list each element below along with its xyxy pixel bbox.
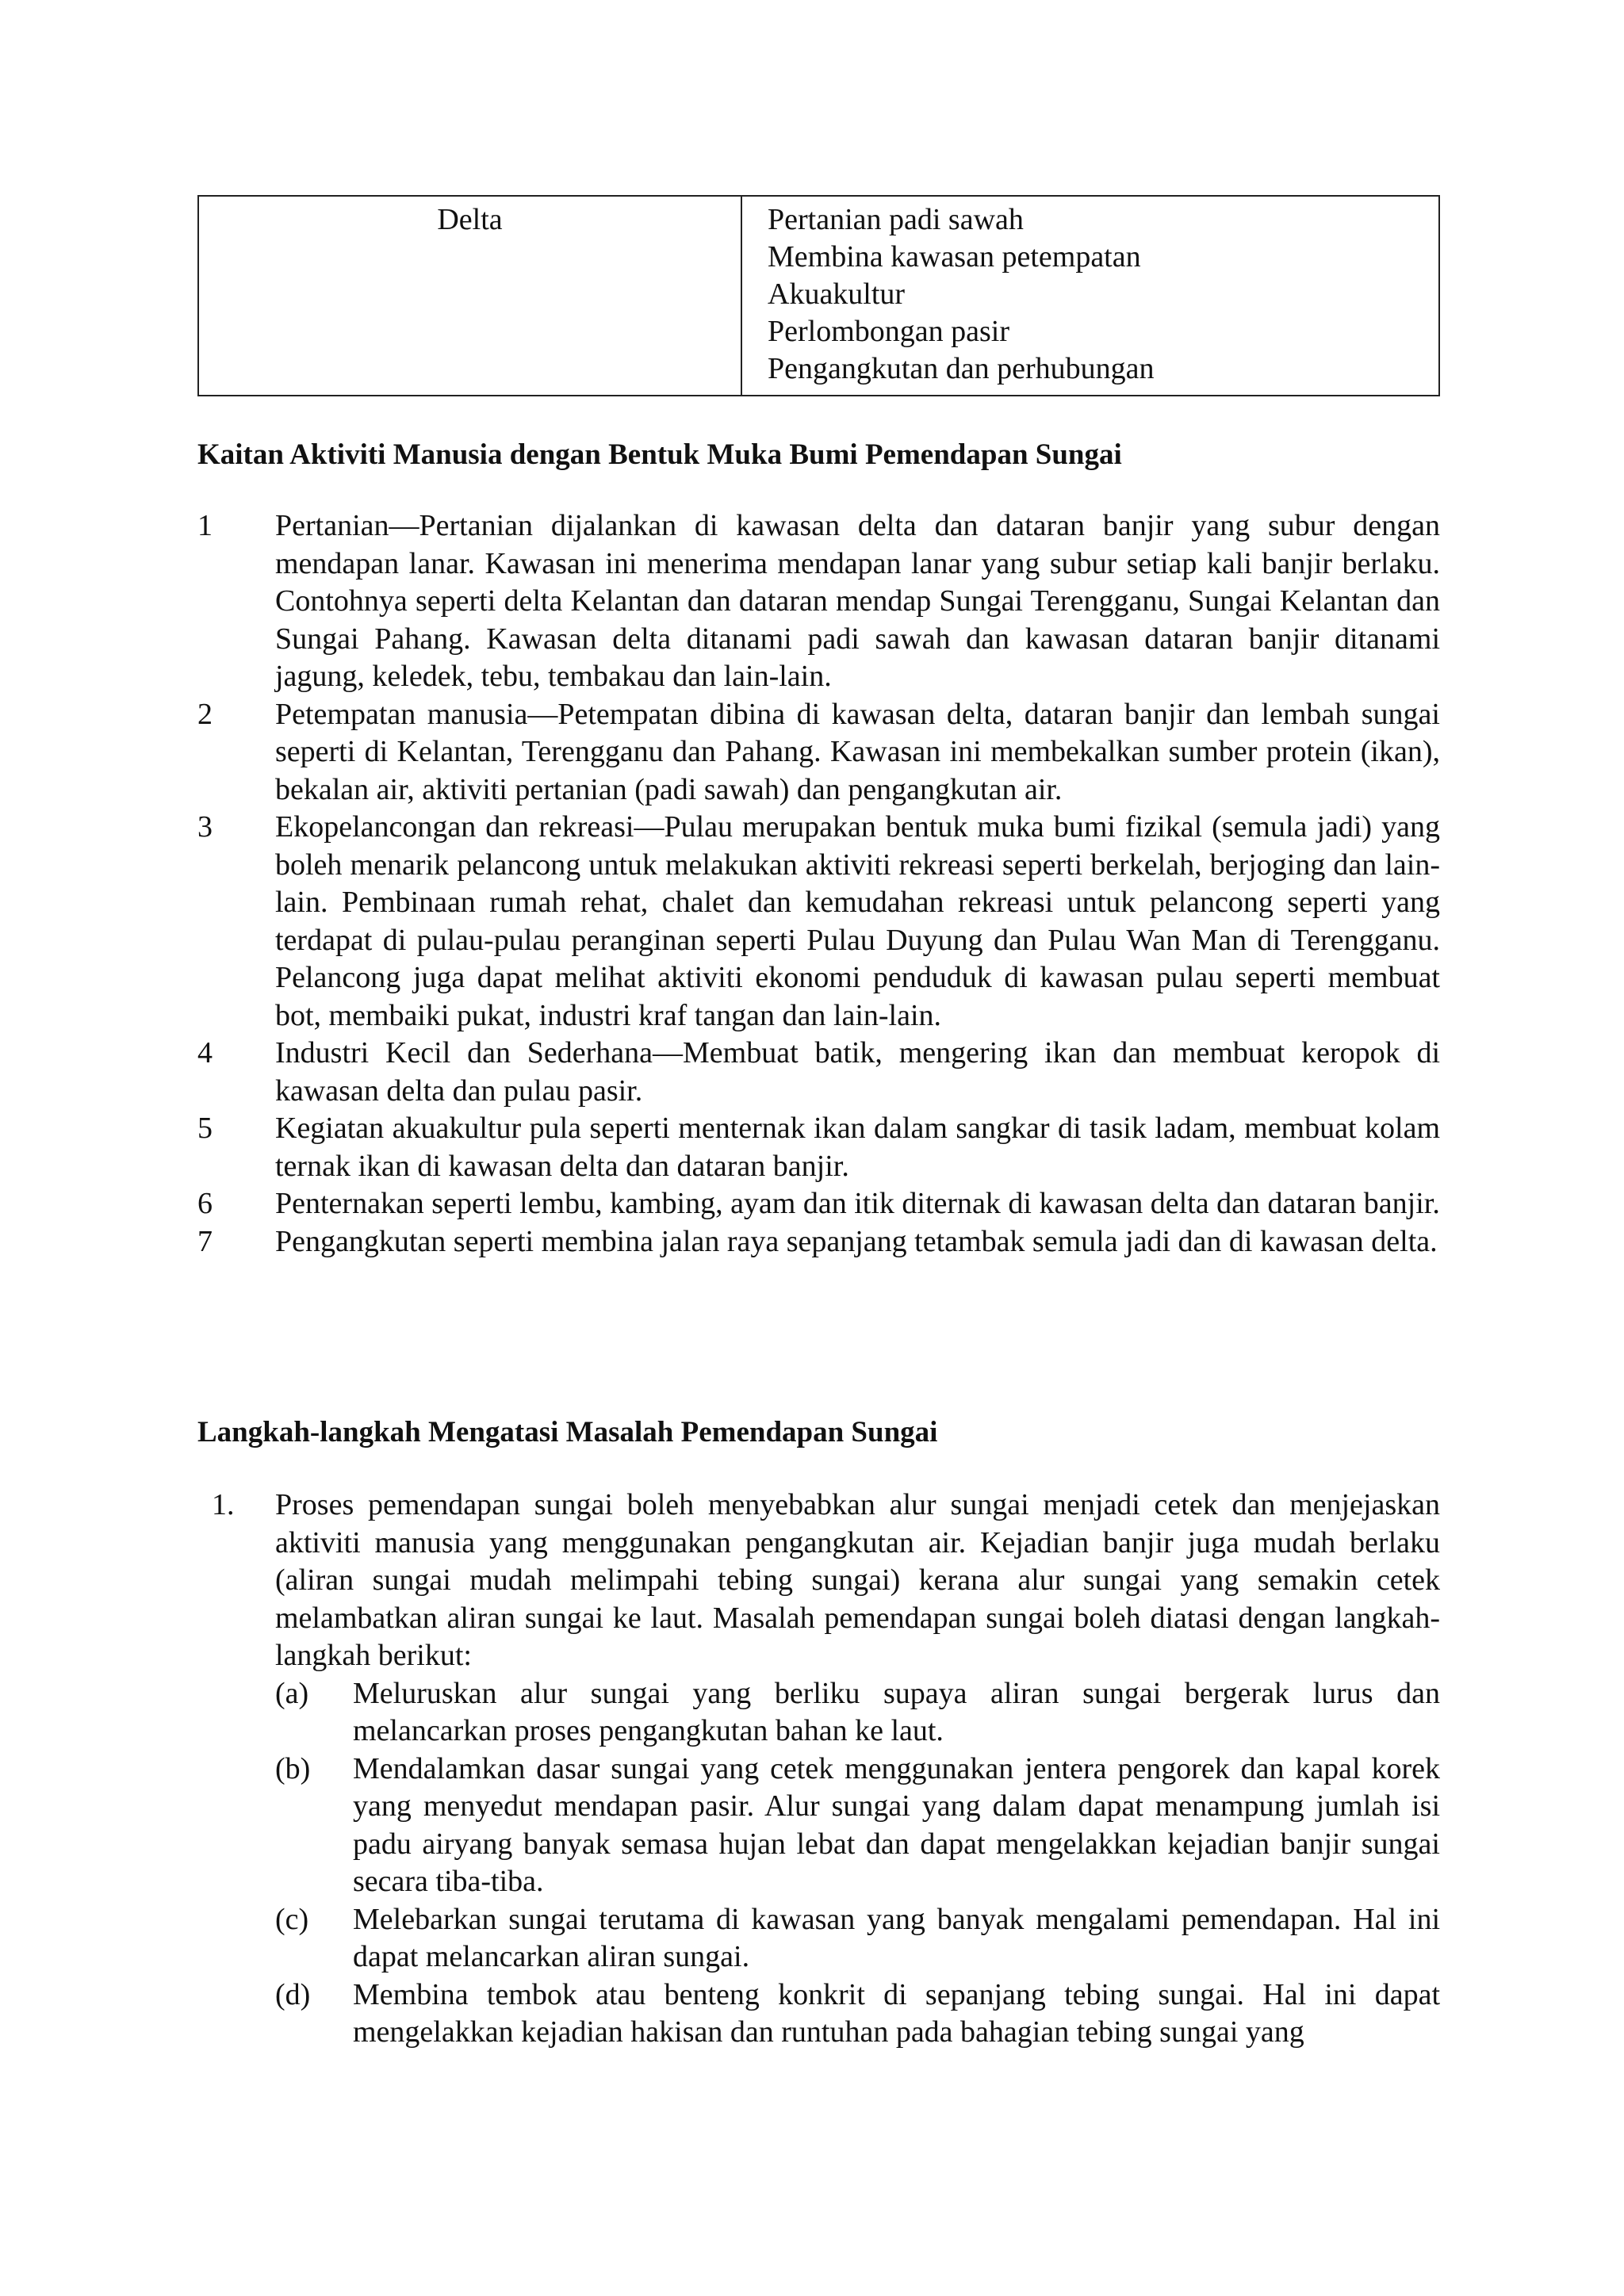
activity-item: Pengangkutan dan perhubungan bbox=[768, 352, 1155, 385]
item-text: Pertanian—Pertanian dijalankan di kawasan delta dan dataran banjir yang subur dengan mendapan lanar. Kawasan ini menerima mendapan lanar yang subur setiap kali banjir berlaku. Contohnya seperti delta Kelantan dan dataran mendap Sungai Terengganu, Sungai Kelantan dan Sungai Pahang. Kawasan delta ditanami padi sawah dan kawasan dataran banjir ditanami jagung, keledek, tebu, tembakau dan lain-lain. bbox=[275, 509, 1440, 693]
sub-item bbox=[275, 1901, 1440, 1976]
activity-item: Akuakultur bbox=[768, 277, 906, 311]
landform-activity-table bbox=[197, 195, 1440, 396]
item-text: Ekopelancongan dan rekreasi—Pulau merupakan bentuk muka bumi fizikal (semula jadi) yang boleh menarik pelancong untuk melakukan aktiviti rekreasi seperti berkelah, berjoging dan lain-lain. Pembinaan rumah rehat, chalet dan kemudahan rekreasi untuk pelancong seperti yang terdapat di pulau-pulau peranginan seperti Pulau Duyung dan Pulau Wan Man di Terengganu. Pelancong juga dapat melihat aktiviti ekonomi penduduk di kawasan pulau seperti membuat bot, membaiki pukat, industri kraf tangan dan lain-lain. bbox=[275, 810, 1440, 1032]
table-cell-landform: Delta bbox=[199, 197, 742, 395]
sub-item-label: (d) bbox=[275, 1977, 311, 2011]
item-number: 1 bbox=[197, 509, 213, 542]
sub-item-text: Membina tembok atau benteng konkrit di sepanjang tebing sungai. Hal ini dapat mengelakkan kejadian hakisan dan runtuhan pada bahagian tebing sungai yang bbox=[353, 1977, 1440, 2049]
list-item bbox=[197, 1110, 1440, 1185]
human-activities-list bbox=[197, 507, 1440, 1261]
item-number: 3 bbox=[197, 810, 213, 844]
activity-item: Membina kawasan petempatan bbox=[768, 240, 1141, 274]
item-text: Petempatan manusia—Petempatan dibina di kawasan delta, dataran banjir dan lembah sungai seperti di Kelantan, Terengganu dan Pahang. Kawasan ini membekalkan sumber protein (ikan), bekalan air, aktiviti pertanian (padi sawah) dan pengangkutan air. bbox=[275, 697, 1440, 806]
list-item bbox=[197, 809, 1440, 1035]
sub-item-text: Melebarkan sungai terutama di kawasan yang banyak mengalami pemendapan. Hal ini dapat melancarkan aliran sungai. bbox=[353, 1902, 1440, 1973]
item-text: Industri Kecil dan Sederhana—Membuat batik, mengering ikan dan membuat keropok di kawasan delta dan pulau pasir. bbox=[275, 1036, 1440, 1108]
sedimentation-measures-list bbox=[197, 1487, 1440, 2052]
section-heading-sedimentation-measures: Langkah-langkah Mengatasi Masalah Pemendapan Sungai bbox=[197, 1416, 938, 1448]
list-item bbox=[197, 1487, 1440, 2052]
item-number: 4 bbox=[197, 1036, 213, 1070]
item-text: Kegiatan akuakultur pula seperti menternak ikan dalam sangkar di tasik ladam, membuat kolam ternak ikan di kawasan delta dan dataran banjir. bbox=[275, 1112, 1440, 1183]
item-number: 6 bbox=[197, 1187, 213, 1220]
list-item bbox=[197, 696, 1440, 809]
item-number: 2 bbox=[197, 697, 213, 731]
item-text: Penternakan seperti lembu, kambing, ayam dan itik diternak di kawasan delta dan dataran banjir. bbox=[275, 1187, 1440, 1220]
item-text: Proses pemendapan sungai boleh menyebabkan alur sungai menjadi cetek dan menjejaskan aktiviti manusia yang menggunakan pengangkutan air. Kejadian banjir juga mudah berlaku (aliran sungai mudah melimpahi tebing sungai) kerana alur sungai yang semakin cetek melambatkan aliran sungai ke laut. Masalah pemendapan sungai boleh diatasi dengan langkah-langkah berikut: bbox=[275, 1488, 1440, 1672]
section-heading-human-activities: Kaitan Aktiviti Manusia dengan Bentuk Muka Bumi Pemendapan Sungai bbox=[197, 438, 1122, 471]
sub-item-label: (b) bbox=[275, 1751, 311, 1785]
sub-item bbox=[275, 1976, 1440, 2052]
list-item bbox=[197, 1185, 1440, 1223]
item-number: 1. bbox=[212, 1488, 235, 1521]
list-item bbox=[197, 507, 1440, 696]
sub-item bbox=[275, 1675, 1440, 1751]
table-cell-activities bbox=[742, 197, 1438, 395]
sub-item-label: (c) bbox=[275, 1902, 309, 1936]
sub-item-label: (a) bbox=[275, 1676, 309, 1710]
list-item bbox=[197, 1035, 1440, 1110]
list-item bbox=[197, 1223, 1440, 1261]
sub-item-text: Mendalamkan dasar sungai yang cetek menggunakan jentera pengorek dan kapal korek yang menyedut mendapan pasir. Alur sungai yang dalam dapat menampung jumlah isi padu airyang banyak semasa hujan lebat dan dapat mengelakkan kejadian banjir sungai secara tiba-tiba. bbox=[353, 1751, 1440, 1898]
item-text: Pengangkutan seperti membina jalan raya sepanjang tetambak semula jadi dan di kawasan delta. bbox=[275, 1224, 1438, 1258]
item-number: 7 bbox=[197, 1224, 213, 1258]
activity-item: Perlombongan pasir bbox=[768, 315, 1010, 348]
item-number: 5 bbox=[197, 1112, 213, 1145]
activity-item: Pertanian padi sawah bbox=[768, 203, 1024, 236]
sub-item-text: Meluruskan alur sungai yang berliku supaya aliran sungai bergerak lurus dan melancarkan proses pengangkutan bahan ke laut. bbox=[353, 1676, 1440, 1747]
sub-item bbox=[275, 1751, 1440, 1901]
